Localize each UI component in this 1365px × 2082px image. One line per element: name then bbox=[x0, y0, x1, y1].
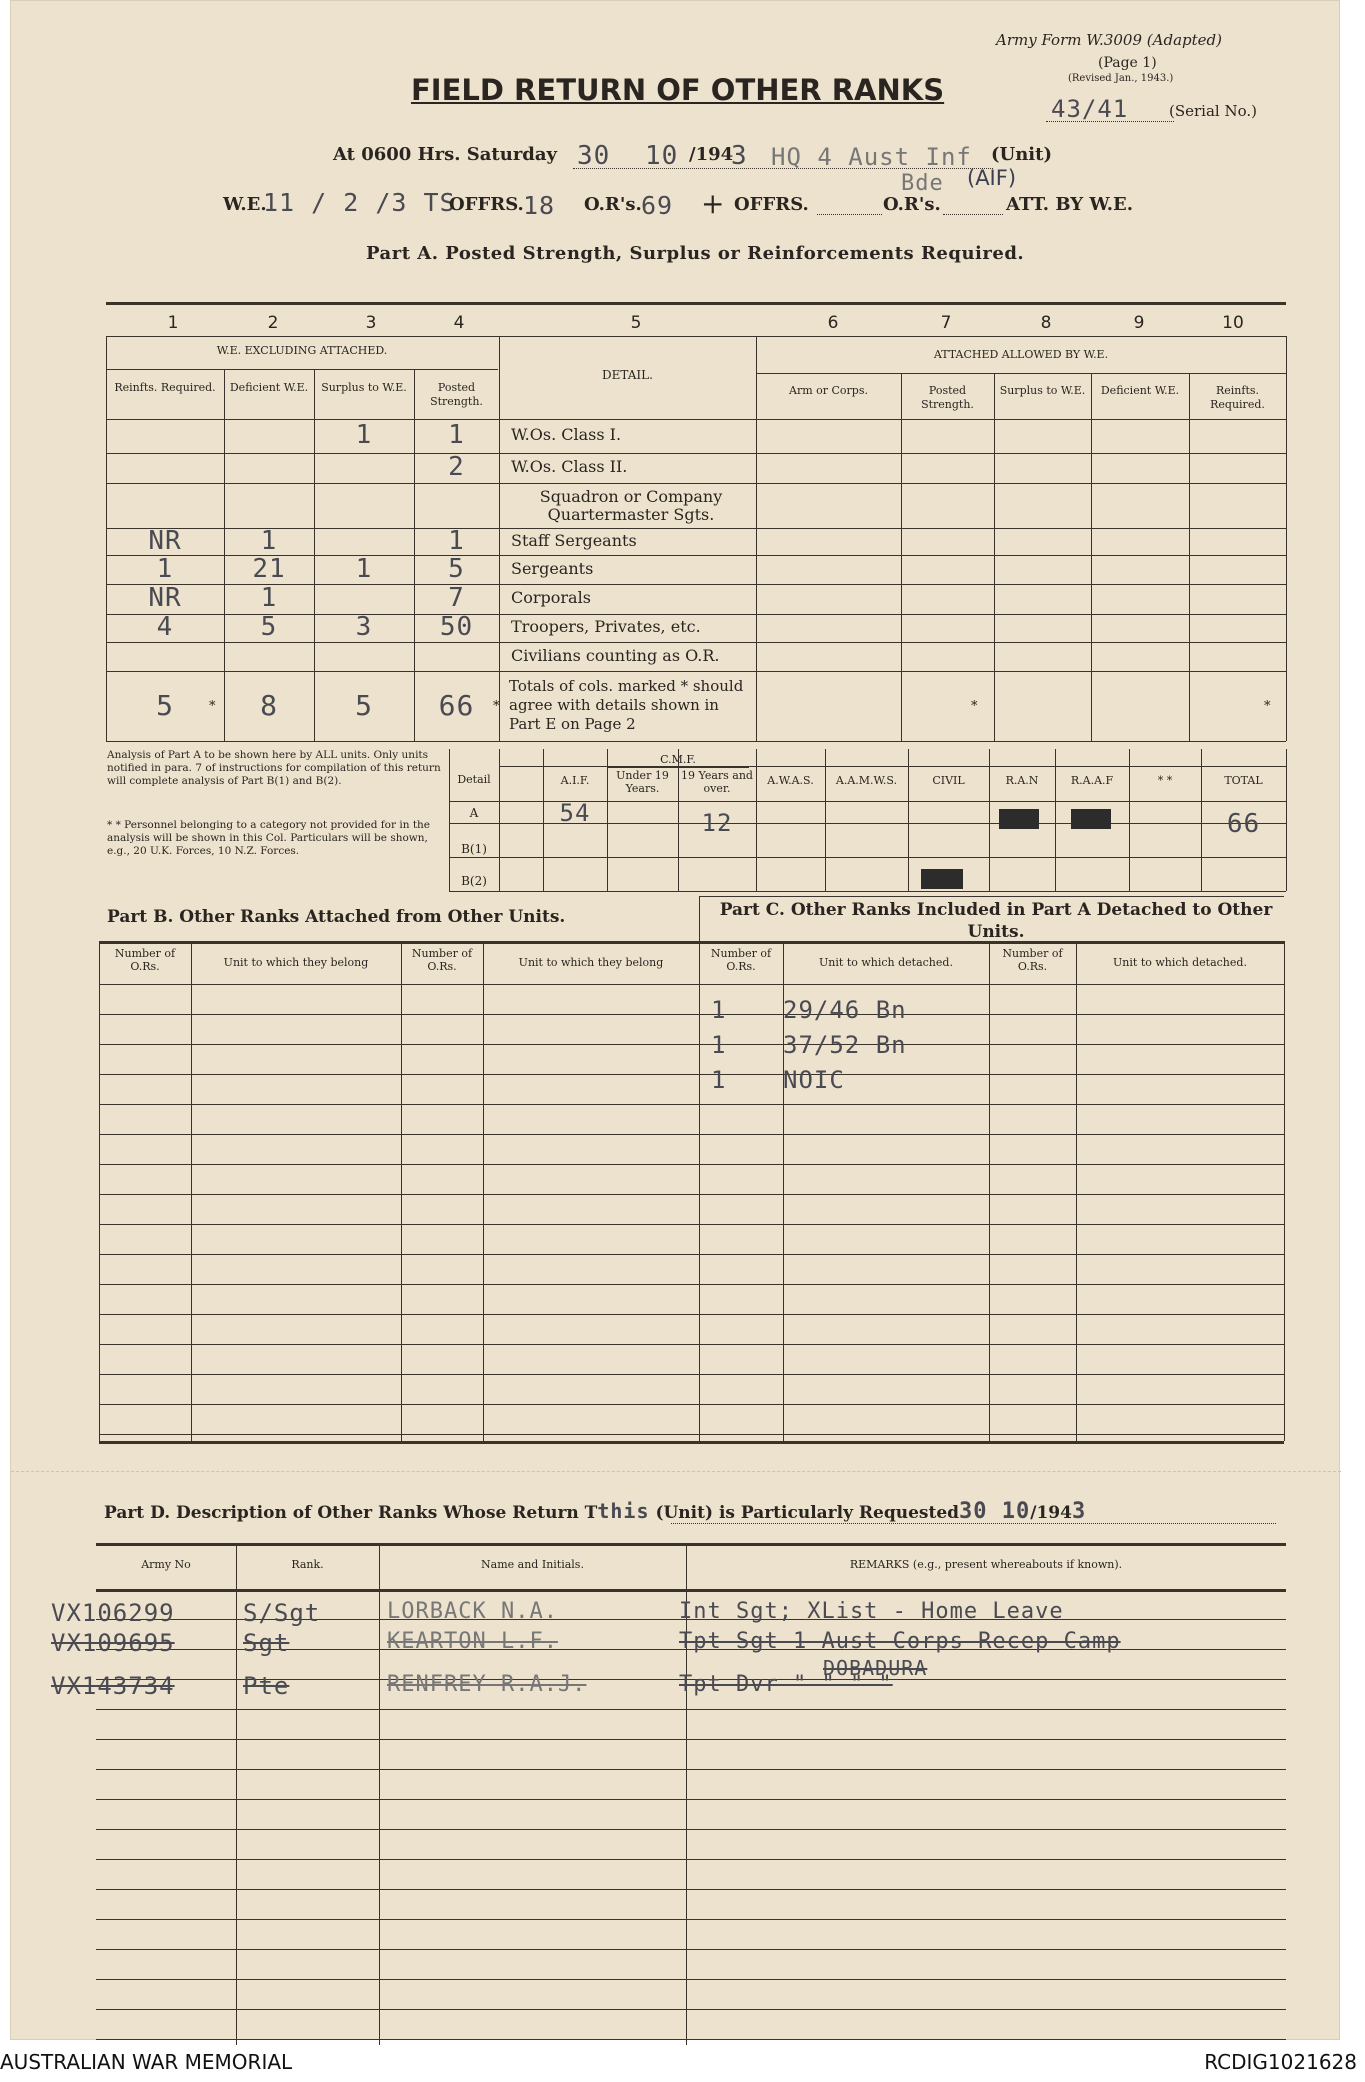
army-number: VX109695 bbox=[51, 1629, 175, 1657]
column-number: 6 bbox=[827, 313, 839, 333]
column-number: 5 bbox=[630, 313, 642, 333]
column-number: 2 bbox=[267, 313, 279, 333]
ors-label: O.R's. bbox=[584, 194, 642, 215]
remarks: Tpt Dvr " " " " bbox=[679, 1672, 893, 1697]
column-header: Deficient W.E. bbox=[1100, 384, 1180, 397]
army-number: VX106299 bbox=[51, 1599, 175, 1627]
analysis-col-header: R.A.N bbox=[1005, 774, 1039, 787]
form-paper bbox=[10, 0, 1340, 2040]
column-number: 1 bbox=[167, 313, 179, 333]
analysis-total-value: 66 bbox=[1226, 809, 1261, 839]
rank: Pte bbox=[243, 1672, 290, 1700]
cell-value: 5 bbox=[448, 553, 465, 584]
column-header: Posted Strength. bbox=[921, 384, 974, 411]
analysis-row-label: A bbox=[469, 806, 479, 820]
date-day: 30 bbox=[577, 141, 611, 171]
column-header: Unit to which they belong bbox=[223, 956, 369, 969]
cell-value: 1 bbox=[260, 525, 278, 556]
column-header: Unit to which detached. bbox=[1113, 956, 1247, 969]
offrs2-label: OFFRS. bbox=[734, 194, 809, 215]
total-value: 66 bbox=[438, 689, 475, 722]
cell-value: 1 bbox=[156, 553, 174, 584]
column-header: Unit to which detached. bbox=[819, 956, 953, 969]
page-title: FIELD RETURN OF OTHER RANKS bbox=[411, 73, 945, 107]
star-marker: * bbox=[493, 699, 500, 714]
detail-label: W.Os. Class I. bbox=[511, 425, 622, 444]
unit-note: (AIF) bbox=[967, 166, 1017, 190]
cell-value: NR bbox=[148, 525, 182, 556]
totals-label: Totals of cols. marked * should agree with details shown in Part E on Page 2 bbox=[509, 677, 744, 733]
we-label: W.E. bbox=[223, 194, 267, 215]
date-year-digit: 3 bbox=[731, 141, 748, 171]
column-header: Number of O.Rs. bbox=[710, 947, 772, 973]
detail-label: Sergeants bbox=[511, 558, 594, 578]
offrs-value: 18 bbox=[523, 191, 556, 220]
detached-count: 1 bbox=[711, 996, 727, 1024]
form-id: Army Form W.3009 (Adapted) bbox=[996, 31, 1222, 49]
column-number: 4 bbox=[453, 313, 465, 333]
analysis-detail-header: Detail bbox=[457, 773, 491, 786]
rank: Sgt bbox=[243, 1629, 290, 1657]
column-header: Reinfts. Required. bbox=[114, 381, 216, 394]
column-number: 9 bbox=[1133, 313, 1145, 333]
detached-unit: 37/52 Bn bbox=[783, 1031, 907, 1059]
detached-unit: NOIC bbox=[783, 1066, 845, 1094]
remarks: Tpt Sgt 1 Aust Corps Recep Camp bbox=[679, 1629, 1121, 1654]
cell-value: 1 bbox=[355, 420, 373, 450]
cell-value: 1 bbox=[355, 553, 373, 584]
column-header: Surplus to W.E. bbox=[999, 384, 1086, 397]
unit-value: HQ 4 Aust Inf bbox=[771, 143, 972, 171]
redaction-block bbox=[999, 809, 1039, 829]
column-header: Number of O.Rs. bbox=[114, 947, 176, 973]
analysis-note-2: * * Personnel belonging to a category not provided for in the analysis will be shown in this Col. Particulars will be shown, e.g., 20 U.K. Forces, 10 N.Z. Forces. bbox=[107, 819, 431, 857]
date-year: /194 bbox=[689, 144, 734, 165]
analysis-row-label: B(1) bbox=[461, 842, 487, 856]
serial-label: (Serial No.) bbox=[1169, 102, 1257, 120]
part-d-title: Part D. Description of Other Ranks Whose Return Tthis (Unit) is Particularly Requested30 10/1943 bbox=[104, 1499, 1087, 1524]
star-marker: * bbox=[1264, 699, 1271, 714]
cell-value: 2 bbox=[448, 452, 465, 482]
detached-count: 1 bbox=[711, 1031, 727, 1059]
column-header: REMARKS (e.g., present whereabouts if known). bbox=[849, 1558, 1123, 1571]
cell-value: 5 bbox=[260, 612, 278, 642]
analysis-col-header: * * bbox=[1157, 774, 1173, 787]
column-header: Number of O.Rs. bbox=[1002, 947, 1063, 973]
analysis-col-header: 19 Years and over. bbox=[681, 769, 753, 795]
detail-label: Troopers, Privates, etc. bbox=[511, 617, 701, 636]
footer-source: AUSTRALIAN WAR MEMORIAL bbox=[0, 2050, 293, 2074]
at-label: At 0600 Hrs. Saturday bbox=[333, 144, 558, 165]
cell-value: 1 bbox=[260, 583, 278, 613]
att-label: ATT. BY W.E. bbox=[1006, 194, 1134, 215]
remarks-continued: DOBADURA bbox=[823, 1656, 928, 1680]
analysis-note: Analysis of Part A to be shown here by ALL units. Only units notified in para. 7 of instructions for compilation of this return will complete analysis of Part B(1) and B(2). bbox=[107, 749, 441, 787]
cell-value: 1 bbox=[448, 420, 465, 450]
cell-value: NR bbox=[148, 583, 182, 613]
column-header: Posted Strength. bbox=[430, 381, 483, 408]
analysis-col-header: A.A.M.W.S. bbox=[835, 774, 898, 787]
detached-unit: 29/46 Bn bbox=[783, 996, 907, 1024]
cell-value: 7 bbox=[448, 583, 465, 613]
detail-header: DETAIL. bbox=[602, 368, 653, 382]
footer-id: RCDIG1021628 bbox=[1204, 2050, 1357, 2074]
star-marker: * bbox=[971, 699, 978, 714]
column-header: Reinfts. Required. bbox=[1210, 384, 1265, 411]
redaction-block bbox=[921, 869, 963, 889]
redaction-block bbox=[1071, 809, 1111, 829]
part-c-title: Part C. Other Ranks Included in Part A Detached to Other Units. bbox=[719, 900, 1273, 942]
detail-label: Corporals bbox=[511, 588, 591, 607]
serial-value: 43/41 bbox=[1051, 95, 1129, 123]
cell-value: 50 bbox=[439, 612, 474, 642]
cell-value: 1 bbox=[448, 525, 465, 556]
revised-date: (Revised Jan., 1943.) bbox=[1068, 73, 1174, 84]
analysis-col-header: R.A.A.F bbox=[1070, 774, 1114, 787]
detail-label: W.Os. Class II. bbox=[511, 457, 628, 476]
column-number: 7 bbox=[940, 313, 952, 333]
column-header: Number of O.Rs. bbox=[411, 947, 473, 973]
detail-label: Civilians counting as O.R. bbox=[511, 645, 720, 665]
offrs-label: OFFRS. bbox=[449, 194, 524, 215]
column-header: Surplus to W.E. bbox=[321, 381, 407, 394]
column-number: 10 bbox=[1222, 313, 1244, 333]
cell-value: 4 bbox=[156, 612, 174, 642]
column-number: 8 bbox=[1040, 313, 1052, 333]
total-value: 8 bbox=[260, 689, 278, 722]
cell-value: 3 bbox=[355, 612, 373, 642]
detail-label: Staff Sergeants bbox=[511, 530, 637, 550]
we-value: 11 / 2 /3 TS bbox=[263, 188, 456, 217]
analysis-col-header: A.I.F. bbox=[560, 774, 590, 787]
analysis-col-header: A.W.A.S. bbox=[767, 774, 814, 787]
rank: S/Sgt bbox=[243, 1599, 321, 1627]
analysis-col-header: TOTAL bbox=[1224, 774, 1263, 787]
page-number: (Page 1) bbox=[1098, 55, 1157, 71]
ors2-label: O.R's. bbox=[883, 194, 941, 215]
attached-header: ATTACHED ALLOWED BY W.E. bbox=[933, 348, 1109, 361]
unit-value-2: Bde bbox=[901, 171, 944, 196]
column-number: 3 bbox=[365, 313, 377, 333]
column-header: Arm or Corps. bbox=[789, 384, 868, 397]
analysis-aif-value: 54 bbox=[559, 799, 591, 827]
name-initials: LORBACK N.A. bbox=[387, 1599, 558, 1624]
name-initials: RENFREY R.A.J. bbox=[387, 1672, 587, 1697]
total-value: 5 bbox=[355, 689, 373, 722]
part-a-title: Part A. Posted Strength, Surplus or Reinforcements Required. bbox=[366, 243, 1025, 264]
column-header: Army No bbox=[141, 1558, 191, 1571]
analysis-19over-value: 12 bbox=[701, 809, 733, 837]
part-b-title: Part B. Other Ranks Attached from Other Units. bbox=[107, 907, 566, 927]
cell-value: 21 bbox=[252, 553, 286, 584]
column-header: Rank. bbox=[291, 1558, 324, 1571]
date-month: 10 bbox=[645, 141, 679, 171]
analysis-row-label: B(2) bbox=[461, 874, 487, 888]
column-header: Unit to which they belong bbox=[518, 956, 664, 969]
remarks: Int Sgt; XList - Home Leave bbox=[679, 1599, 1064, 1624]
column-header: Name and Initials. bbox=[481, 1558, 584, 1571]
total-value: 5 bbox=[156, 689, 174, 722]
we-excl-header: W.E. EXCLUDING ATTACHED. bbox=[216, 344, 388, 357]
ors-value: 69 bbox=[641, 191, 674, 220]
analysis-col-header: CIVIL bbox=[932, 774, 965, 787]
unit-label: (Unit) bbox=[991, 144, 1052, 165]
analysis-col-header: Under 19 Years. bbox=[616, 769, 669, 795]
cmf-header: C.M.F. bbox=[660, 753, 696, 766]
column-header: Deficient W.E. bbox=[229, 381, 309, 394]
detail-label: Squadron or Company Quartermaster Sgts. bbox=[539, 486, 723, 524]
detached-count: 1 bbox=[711, 1066, 727, 1094]
army-number: VX143734 bbox=[51, 1672, 175, 1700]
name-initials: KEARTON L.F. bbox=[387, 1629, 558, 1654]
plus-sign: + bbox=[701, 187, 725, 220]
star-marker: * bbox=[209, 699, 216, 714]
